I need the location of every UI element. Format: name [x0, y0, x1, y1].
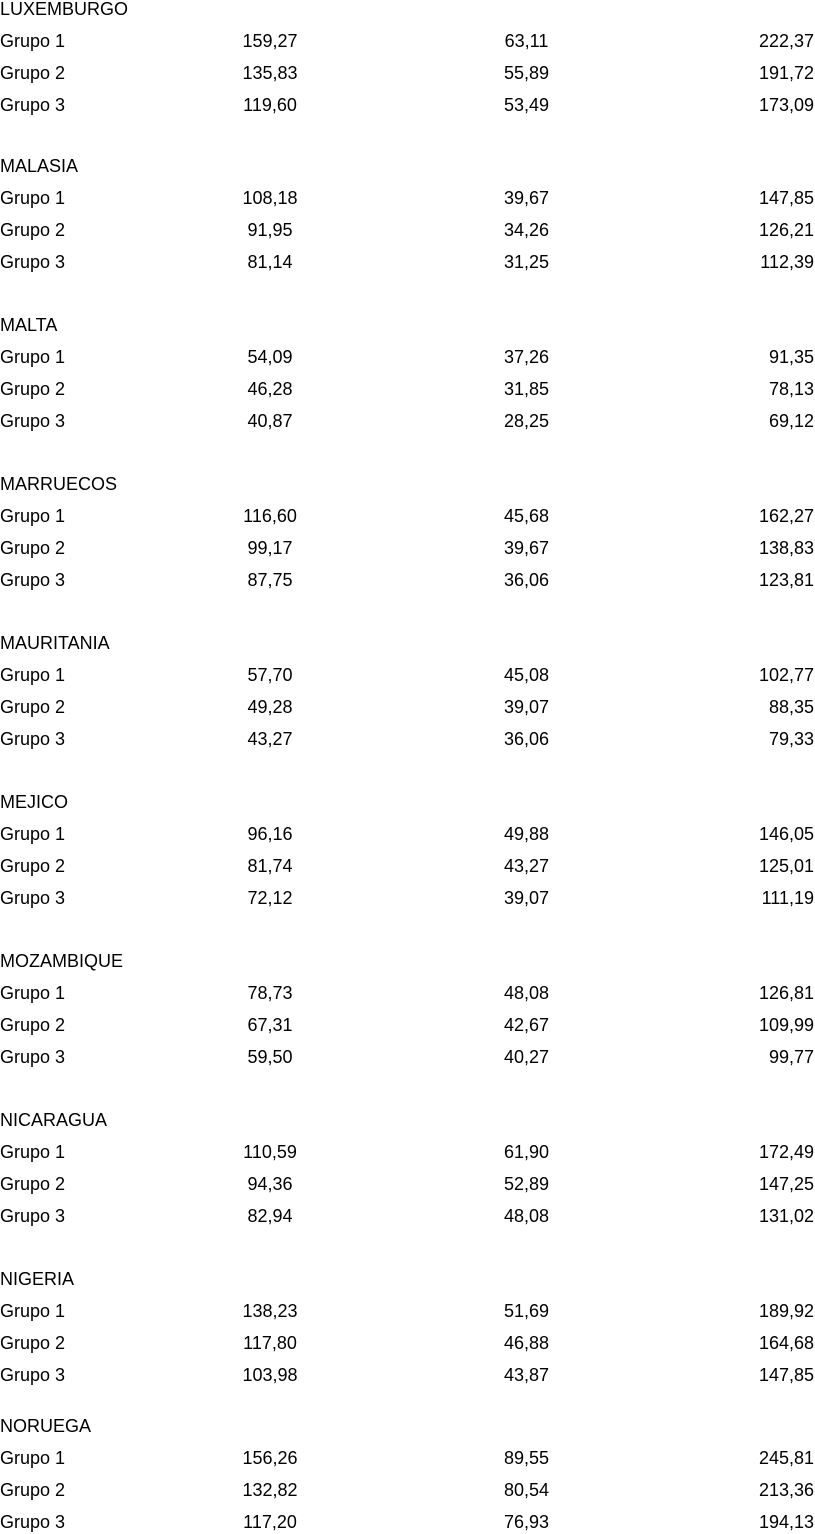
value-col-3: 131,02 [758, 1206, 814, 1226]
value-col-3: 147,85 [758, 1365, 814, 1385]
table-row [0, 1205, 815, 1227]
group-label: Grupo 3 [0, 1365, 66, 1385]
value-col-1: 119,60 [243, 95, 297, 115]
value-col-2: 39,07 [503, 888, 550, 908]
group-label: Grupo 2 [0, 63, 66, 83]
value-col-3: 173,09 [758, 95, 814, 115]
country-heading [0, 632, 815, 654]
value-col-2: 76,93 [503, 1512, 550, 1532]
country-heading [0, 314, 815, 336]
table-row [0, 94, 815, 116]
value-col-3: 138,83 [758, 538, 814, 558]
value-col-2: 48,08 [503, 983, 550, 1003]
group-label: Grupo 3 [0, 1512, 66, 1532]
country-heading [0, 1268, 815, 1290]
country-heading [0, 1415, 815, 1437]
value-col-2: 28,25 [503, 411, 550, 431]
table-row [0, 696, 815, 718]
value-col-3: 147,85 [758, 188, 814, 208]
value-col-3: 69,12 [768, 411, 814, 431]
value-col-1: 159,27 [242, 31, 298, 51]
value-col-1: 156,26 [242, 1448, 298, 1468]
country-heading [0, 0, 815, 20]
value-col-3: 126,81 [758, 983, 814, 1003]
value-col-1: 138,23 [242, 1301, 298, 1321]
value-col-1: 117,80 [243, 1333, 297, 1353]
table-row [0, 887, 815, 909]
value-col-2: 45,08 [503, 665, 550, 685]
value-col-1: 117,20 [243, 1512, 297, 1532]
group-label: Grupo 1 [0, 31, 66, 51]
group-label: Grupo 1 [0, 665, 66, 685]
country-heading [0, 791, 815, 813]
value-col-2: 39,07 [503, 697, 550, 717]
group-label: Grupo 3 [0, 888, 66, 908]
value-col-1: 81,14 [247, 252, 293, 272]
value-col-3: 78,13 [768, 379, 814, 399]
group-label: Grupo 2 [0, 538, 66, 558]
value-col-3: 245,81 [758, 1448, 814, 1468]
country-heading [0, 1109, 815, 1131]
group-label: Grupo 3 [0, 252, 66, 272]
value-col-1: 135,83 [242, 63, 298, 83]
value-col-2: 51,69 [503, 1301, 550, 1321]
table-row [0, 823, 815, 845]
value-col-2: 37,26 [503, 347, 550, 367]
group-label: Grupo 1 [0, 1142, 66, 1162]
value-col-1: 72,12 [247, 888, 293, 908]
value-col-1: 87,75 [247, 570, 293, 590]
value-col-3: 126,21 [758, 220, 814, 240]
group-label: Grupo 2 [0, 1015, 66, 1035]
group-label: Grupo 1 [0, 347, 66, 367]
value-col-1: 116,60 [243, 506, 297, 526]
value-col-2: 48,08 [503, 1206, 550, 1226]
group-label: Grupo 2 [0, 856, 66, 876]
country-name: MARRUECOS [0, 474, 118, 494]
value-col-1: 54,09 [247, 347, 293, 367]
value-col-3: 147,25 [758, 1174, 814, 1194]
value-col-3: 102,77 [758, 665, 814, 685]
value-col-3: 146,05 [758, 824, 814, 844]
country-name: NICARAGUA [0, 1110, 108, 1130]
value-col-2: 42,67 [503, 1015, 550, 1035]
table-row [0, 187, 815, 209]
value-col-1: 81,74 [247, 856, 293, 876]
value-col-2: 31,85 [503, 379, 550, 399]
group-label: Grupo 2 [0, 1333, 66, 1353]
table-row [0, 1141, 815, 1163]
group-label: Grupo 3 [0, 95, 66, 115]
value-col-1: 67,31 [247, 1015, 293, 1035]
value-col-1: 43,27 [247, 729, 293, 749]
group-label: Grupo 1 [0, 1301, 66, 1321]
value-col-1: 96,16 [247, 824, 293, 844]
value-col-1: 103,98 [242, 1365, 298, 1385]
value-col-1: 46,28 [247, 379, 293, 399]
table-row [0, 219, 815, 241]
table-row [0, 537, 815, 559]
table-row [0, 346, 815, 368]
value-col-2: 36,06 [503, 570, 550, 590]
value-col-3: 125,01 [758, 856, 814, 876]
value-col-3: 172,49 [758, 1142, 814, 1162]
value-col-1: 40,87 [247, 411, 293, 431]
table-row [0, 1173, 815, 1195]
country-name: MALASIA [0, 156, 79, 176]
value-col-1: 49,28 [247, 697, 293, 717]
country-name: LUXEMBURGO [0, 0, 129, 19]
group-label: Grupo 2 [0, 1480, 66, 1500]
table-row [0, 251, 815, 273]
table-row [0, 1046, 815, 1068]
value-col-1: 91,95 [247, 220, 293, 240]
value-col-2: 46,88 [503, 1333, 550, 1353]
value-col-3: 213,36 [758, 1480, 814, 1500]
group-label: Grupo 2 [0, 697, 66, 717]
group-label: Grupo 3 [0, 411, 66, 431]
value-col-2: 40,27 [503, 1047, 550, 1067]
value-col-3: 79,33 [768, 729, 814, 749]
value-col-3: 189,92 [758, 1301, 814, 1321]
value-col-3: 109,99 [758, 1015, 814, 1035]
table-row [0, 1479, 815, 1501]
country-heading [0, 155, 815, 177]
group-label: Grupo 1 [0, 983, 66, 1003]
value-col-2: 36,06 [503, 729, 550, 749]
value-col-3: 164,68 [758, 1333, 814, 1353]
value-col-2: 55,89 [503, 63, 550, 83]
value-col-2: 45,68 [503, 506, 550, 526]
table-row [0, 410, 815, 432]
country-name: NIGERIA [0, 1269, 75, 1289]
value-col-2: 39,67 [503, 188, 550, 208]
value-col-2: 53,49 [503, 95, 550, 115]
value-col-2: 39,67 [503, 538, 550, 558]
value-col-1: 82,94 [247, 1206, 293, 1226]
country-name: MOZAMBIQUE [0, 951, 124, 971]
group-label: Grupo 3 [0, 570, 66, 590]
value-col-1: 99,17 [247, 538, 293, 558]
table-row [0, 505, 815, 527]
table-row [0, 982, 815, 1004]
value-col-2: 89,55 [503, 1448, 550, 1468]
table-row [0, 1364, 815, 1386]
value-col-1: 110,59 [243, 1142, 297, 1162]
country-name: MAURITANIA [0, 633, 110, 653]
value-col-3: 99,77 [768, 1047, 814, 1067]
table-row [0, 1447, 815, 1469]
table-row [0, 1300, 815, 1322]
value-col-2: 31,25 [503, 252, 550, 272]
group-label: Grupo 1 [0, 188, 66, 208]
table-row [0, 1014, 815, 1036]
value-col-1: 59,50 [247, 1047, 293, 1067]
group-label: Grupo 2 [0, 1174, 66, 1194]
value-col-1: 108,18 [242, 188, 298, 208]
table-row [0, 1332, 815, 1354]
value-col-2: 80,54 [503, 1480, 550, 1500]
country-name: MALTA [0, 315, 58, 335]
group-label: Grupo 2 [0, 379, 66, 399]
group-label: Grupo 3 [0, 1047, 66, 1067]
group-label: Grupo 1 [0, 506, 66, 526]
group-label: Grupo 2 [0, 220, 66, 240]
value-col-2: 43,27 [503, 856, 550, 876]
value-col-1: 78,73 [247, 983, 293, 1003]
value-col-3: 111,19 [761, 888, 814, 908]
value-col-3: 112,39 [760, 252, 814, 272]
value-col-2: 43,87 [503, 1365, 550, 1385]
table-row [0, 378, 815, 400]
group-label: Grupo 1 [0, 824, 66, 844]
value-col-1: 132,82 [242, 1480, 298, 1500]
value-col-3: 162,27 [758, 506, 814, 526]
value-col-1: 57,70 [247, 665, 293, 685]
value-col-3: 88,35 [768, 697, 814, 717]
group-label: Grupo 3 [0, 1206, 66, 1226]
value-col-3: 191,72 [758, 63, 814, 83]
value-col-2: 63,11 [504, 31, 549, 51]
value-col-2: 49,88 [503, 824, 550, 844]
table-row [0, 30, 815, 52]
value-col-2: 52,89 [503, 1174, 550, 1194]
value-col-3: 222,37 [758, 31, 814, 51]
value-col-2: 61,90 [503, 1142, 550, 1162]
table-row [0, 569, 815, 591]
table-row [0, 62, 815, 84]
table-row [0, 664, 815, 686]
country-heading [0, 473, 815, 495]
value-col-1: 94,36 [247, 1174, 293, 1194]
table-row [0, 728, 815, 750]
table-row [0, 1511, 815, 1533]
value-col-3: 194,13 [758, 1512, 814, 1532]
value-col-3: 123,81 [758, 570, 814, 590]
value-col-2: 34,26 [503, 220, 550, 240]
country-name: NORUEGA [0, 1416, 92, 1436]
group-label: Grupo 3 [0, 729, 66, 749]
value-col-3: 91,35 [768, 347, 814, 367]
group-label: Grupo 1 [0, 1448, 66, 1468]
table-row [0, 855, 815, 877]
country-heading [0, 950, 815, 972]
country-name: MEJICO [0, 792, 69, 812]
